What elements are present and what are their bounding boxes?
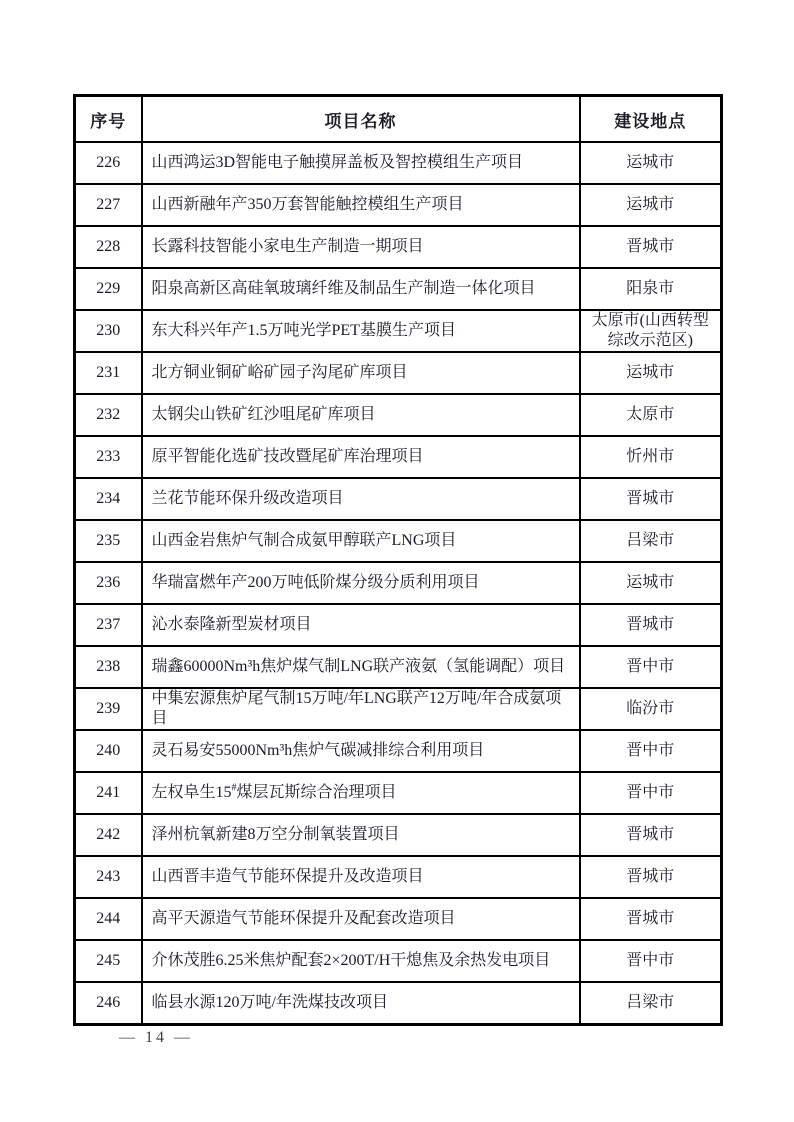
row-serial-number: 242 [75,814,142,856]
table-row [75,268,722,310]
row-serial-number: 227 [75,184,142,226]
row-serial-number: 234 [75,478,142,520]
row-project-name: 东大科兴年产1.5万吨光学PET基膜生产项目 [142,310,580,352]
row-project-name: 山西晋丰造气节能环保提升及改造项目 [142,856,580,898]
row-serial-number: 233 [75,436,142,478]
row-project-name: 高平天源造气节能环保提升及配套改造项目 [142,898,580,940]
row-construction-location: 吕梁市 [580,520,722,562]
row-construction-location: 晋城市 [580,478,722,520]
row-project-name: 北方铜业铜矿峪矿园子沟尾矿库项目 [142,352,580,394]
row-construction-location: 晋城市 [580,814,722,856]
table-row [75,730,722,772]
row-serial-number: 229 [75,268,142,310]
row-project-name: 长露科技智能小家电生产制造一期项目 [142,226,580,268]
row-project-name: 沁水泰隆新型炭材项目 [142,604,580,646]
row-project-name: 介休茂胜6.25米焦炉配套2×200T/H干熄焦及余热发电项目 [142,940,580,982]
row-construction-location: 阳泉市 [580,268,722,310]
table-row [75,856,722,898]
table-row [75,814,722,856]
table-row [75,142,722,184]
header-project-name: 项目名称 [142,96,580,143]
row-project-name: 山西鸿运3D智能电子触摸屏盖板及智控模组生产项目 [142,142,580,184]
table-row [75,772,722,814]
row-serial-number: 244 [75,898,142,940]
page-number: — 14 — [119,1029,193,1046]
row-construction-location: 晋城市 [580,898,722,940]
row-construction-location: 太原市(山西转型综改示范区) [580,310,722,352]
row-project-name: 阳泉高新区高硅氧玻璃纤维及制品生产制造一体化项目 [142,268,580,310]
row-construction-location: 吕梁市 [580,982,722,1025]
table-row [75,604,722,646]
row-project-name: 瑞鑫60000Nm³h焦炉煤气制LNG联产液氨（氢能调配）项目 [142,646,580,688]
table-row [75,352,722,394]
row-serial-number: 230 [75,310,142,352]
row-serial-number: 237 [75,604,142,646]
table-body [75,142,722,1025]
row-construction-location: 晋城市 [580,226,722,268]
table-header-row [75,96,722,143]
table-row [75,436,722,478]
row-project-name: 临县水源120万吨/年洗煤技改项目 [142,982,580,1025]
table-row [75,562,722,604]
row-serial-number: 240 [75,730,142,772]
row-serial-number: 241 [75,772,142,814]
row-serial-number: 236 [75,562,142,604]
row-construction-location: 太原市 [580,394,722,436]
row-construction-location: 临汾市 [580,688,722,730]
table-row [75,310,722,352]
row-construction-location: 运城市 [580,352,722,394]
row-serial-number: 245 [75,940,142,982]
row-serial-number: 246 [75,982,142,1025]
row-construction-location: 运城市 [580,142,722,184]
table-row [75,478,722,520]
header-serial-number: 序号 [75,96,142,143]
row-project-name: 兰花节能环保升级改造项目 [142,478,580,520]
row-serial-number: 231 [75,352,142,394]
table-row [75,520,722,562]
table-row [75,394,722,436]
row-project-name: 山西金岩焦炉气制合成氨甲醇联产LNG项目 [142,520,580,562]
row-project-name: 中集宏源焦炉尾气制15万吨/年LNG联产12万吨/年合成氨项目 [142,688,580,730]
row-project-name: 左权阜生15#煤层瓦斯综合治理项目 [142,772,580,814]
table-row [75,688,722,730]
row-construction-location: 晋中市 [580,940,722,982]
table-row [75,982,722,1025]
row-construction-location: 晋城市 [580,856,722,898]
row-serial-number: 232 [75,394,142,436]
row-project-name: 山西新融年产350万套智能触控模组生产项目 [142,184,580,226]
row-serial-number: 235 [75,520,142,562]
row-serial-number: 226 [75,142,142,184]
row-construction-location: 晋城市 [580,604,722,646]
row-construction-location: 晋中市 [580,646,722,688]
row-serial-number: 239 [75,688,142,730]
row-construction-location: 运城市 [580,184,722,226]
row-project-name: 华瑞富燃年产200万吨低阶煤分级分质利用项目 [142,562,580,604]
projects-table [73,94,723,1026]
table-row [75,646,722,688]
row-serial-number: 238 [75,646,142,688]
header-construction-location: 建设地点 [580,96,722,143]
table-row [75,940,722,982]
row-serial-number: 243 [75,856,142,898]
row-construction-location: 晋中市 [580,730,722,772]
table-row [75,184,722,226]
row-construction-location: 运城市 [580,562,722,604]
row-project-name: 泽州杭氧新建8万空分制氧装置项目 [142,814,580,856]
row-project-name: 太钢尖山铁矿红沙咀尾矿库项目 [142,394,580,436]
row-project-name: 原平智能化选矿技改暨尾矿库治理项目 [142,436,580,478]
row-serial-number: 228 [75,226,142,268]
row-construction-location: 忻州市 [580,436,722,478]
table-row [75,898,722,940]
table-row [75,226,722,268]
row-project-name: 灵石易安55000Nm³h焦炉气碳减排综合利用项目 [142,730,580,772]
row-construction-location: 晋中市 [580,772,722,814]
